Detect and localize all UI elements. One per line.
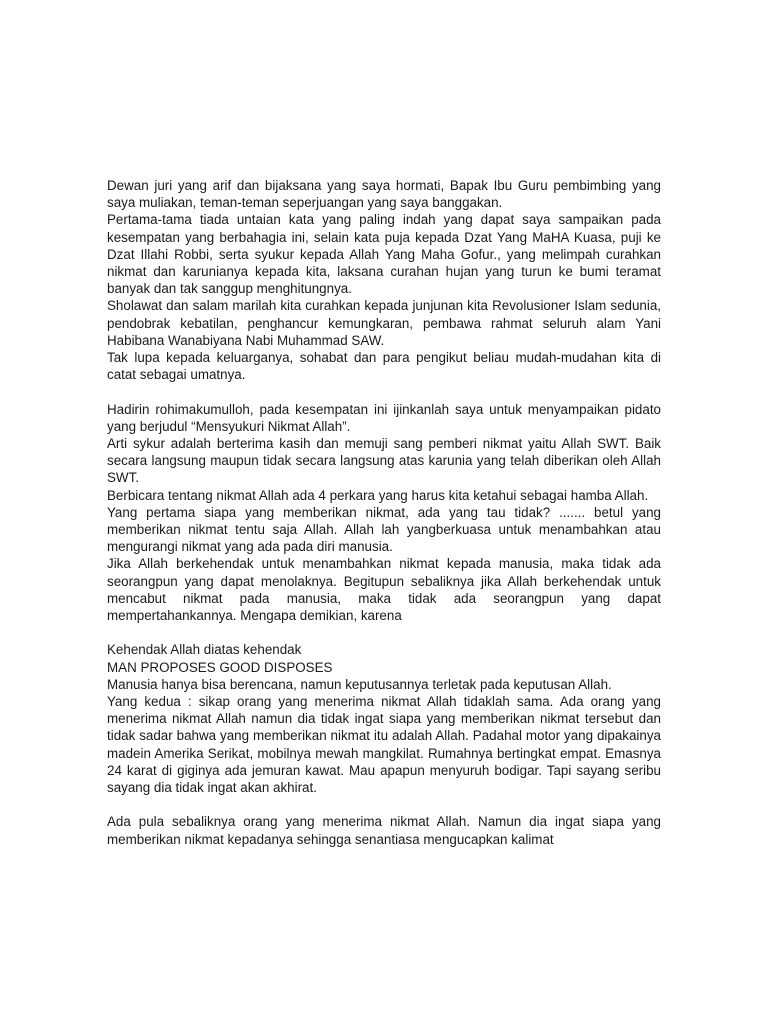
paragraph-first-matter: Yang pertama siapa yang memberikan nikmat, ada yang tau tidak? ....... betul yang memberikan nikmat tentu saja Allah. Allah lah yangberkuasa untuk menambahkan atau mengurangi nikmat yang ada pada diri manusia.	[107, 504, 661, 555]
paragraph-grateful-people: Ada pula sebaliknya orang yang menerima nikmat Allah. Namun dia ingat siapa yang memberikan nikmat kepadanya sehingga senantiasa mengucapkan kalimat	[107, 814, 661, 847]
paragraph-gap	[107, 796, 661, 813]
paragraph-title-intro: Hadirin rohimakumulloh, pada kesempatan ini ijinkanlah saya untuk menyampaikan pidato yang berjudul “Mensyukuri Nikmat Allah”.	[107, 401, 661, 434]
paragraph-greeting: Dewan juri yang arif dan bijaksana yang saya hormati, Bapak Ibu Guru pembimbing yang saya muliakan, teman-teman seperjuangan yang saya banggakan.	[107, 178, 661, 211]
paragraph-man-proposes: MAN PROPOSES GOOD DISPOSES	[107, 659, 333, 675]
paragraph-gap	[107, 624, 661, 641]
paragraph-sholawat: Sholawat dan salam marilah kita curahkan kepada junjunan kita Revolusioner Islam sedunia, pendobrak kebatilan, penghancur kemungkaran, pembawa rahmat seluruh alam Yani Habibana Wanabiyana Nabi Muhammad SAW.	[107, 298, 661, 348]
paragraph-praise: Pertama-tama tiada untaian kata yang paling indah yang dapat saya sampaikan pada kesempatan yang berbahagia ini, selain kata puja kepada Dzat Yang MaHA Kuasa, puji ke Dzat Illahi Robbi, serta syukur kepada Allah Yang Maha Gofur., yang melimpah curahkan nikmat dan karunianya kepada kita, laksana curahan hujan yang turun ke bumi teramat banyak dan tak sanggup menghitungnya.	[107, 212, 661, 297]
paragraph-four-matters: Berbicara tentang nikmat Allah ada 4 perkara yang harus kita ketahui sebagai hamba Allah.	[107, 487, 649, 503]
paragraph-kehendak: Kehendak Allah diatas kehendak	[107, 642, 302, 658]
paragraph-family: Tak lupa kepada keluarganya, sohabat dan para pengikut beliau mudah-mudahan kita di catat sebagai umatnya.	[107, 350, 661, 383]
paragraph-syukur-definition: Arti sykur adalah berterima kasih dan memuji sang pemberi nikmat yaitu Allah SWT. Baik secara langsung maupun tidak secara langsung atas karunia yang telah diberikan oleh Allah SWT.	[107, 436, 661, 486]
paragraph-gap	[107, 383, 661, 400]
paragraph-second-matter: Yang kedua : sikap orang yang menerima nikmat Allah tidaklah sama. Ada orang yang menerima nikmat Allah namun dia tidak ingat siapa yang memberikan nikmat tersebut dan tidak sadar bahwa yang memberikan nikmat itu adalah Allah. Padahal motor yang dipakainya madein Amerika Serikat, mobilnya mewah mangkilat. Rumahnya bertingkat empat. Emasnya 24 karat di giginya ada jemuran kawat. Mau apapun menyuruh bodigar. Tapi sayang seribu sayang dia tidak ingat akan akhirat.	[107, 694, 661, 796]
paragraph-allah-will: Jika Allah berkehendak untuk menambahkan nikmat kepada manusia, maka tidak ada seorangpun yang dapat menolaknya. Begitupun sebaliknya jika Allah berkehendak untuk mencabut nikmat pada manusia, maka tidak ada seorangpun yang dapat mempertahankannya. Mengapa demikian, karena	[107, 556, 661, 624]
speech-text	[107, 177, 661, 848]
paragraph-manusia-berencana: Manusia hanya bisa berencana, namun keputusannya terletak pada keputusan Allah.	[107, 676, 612, 692]
